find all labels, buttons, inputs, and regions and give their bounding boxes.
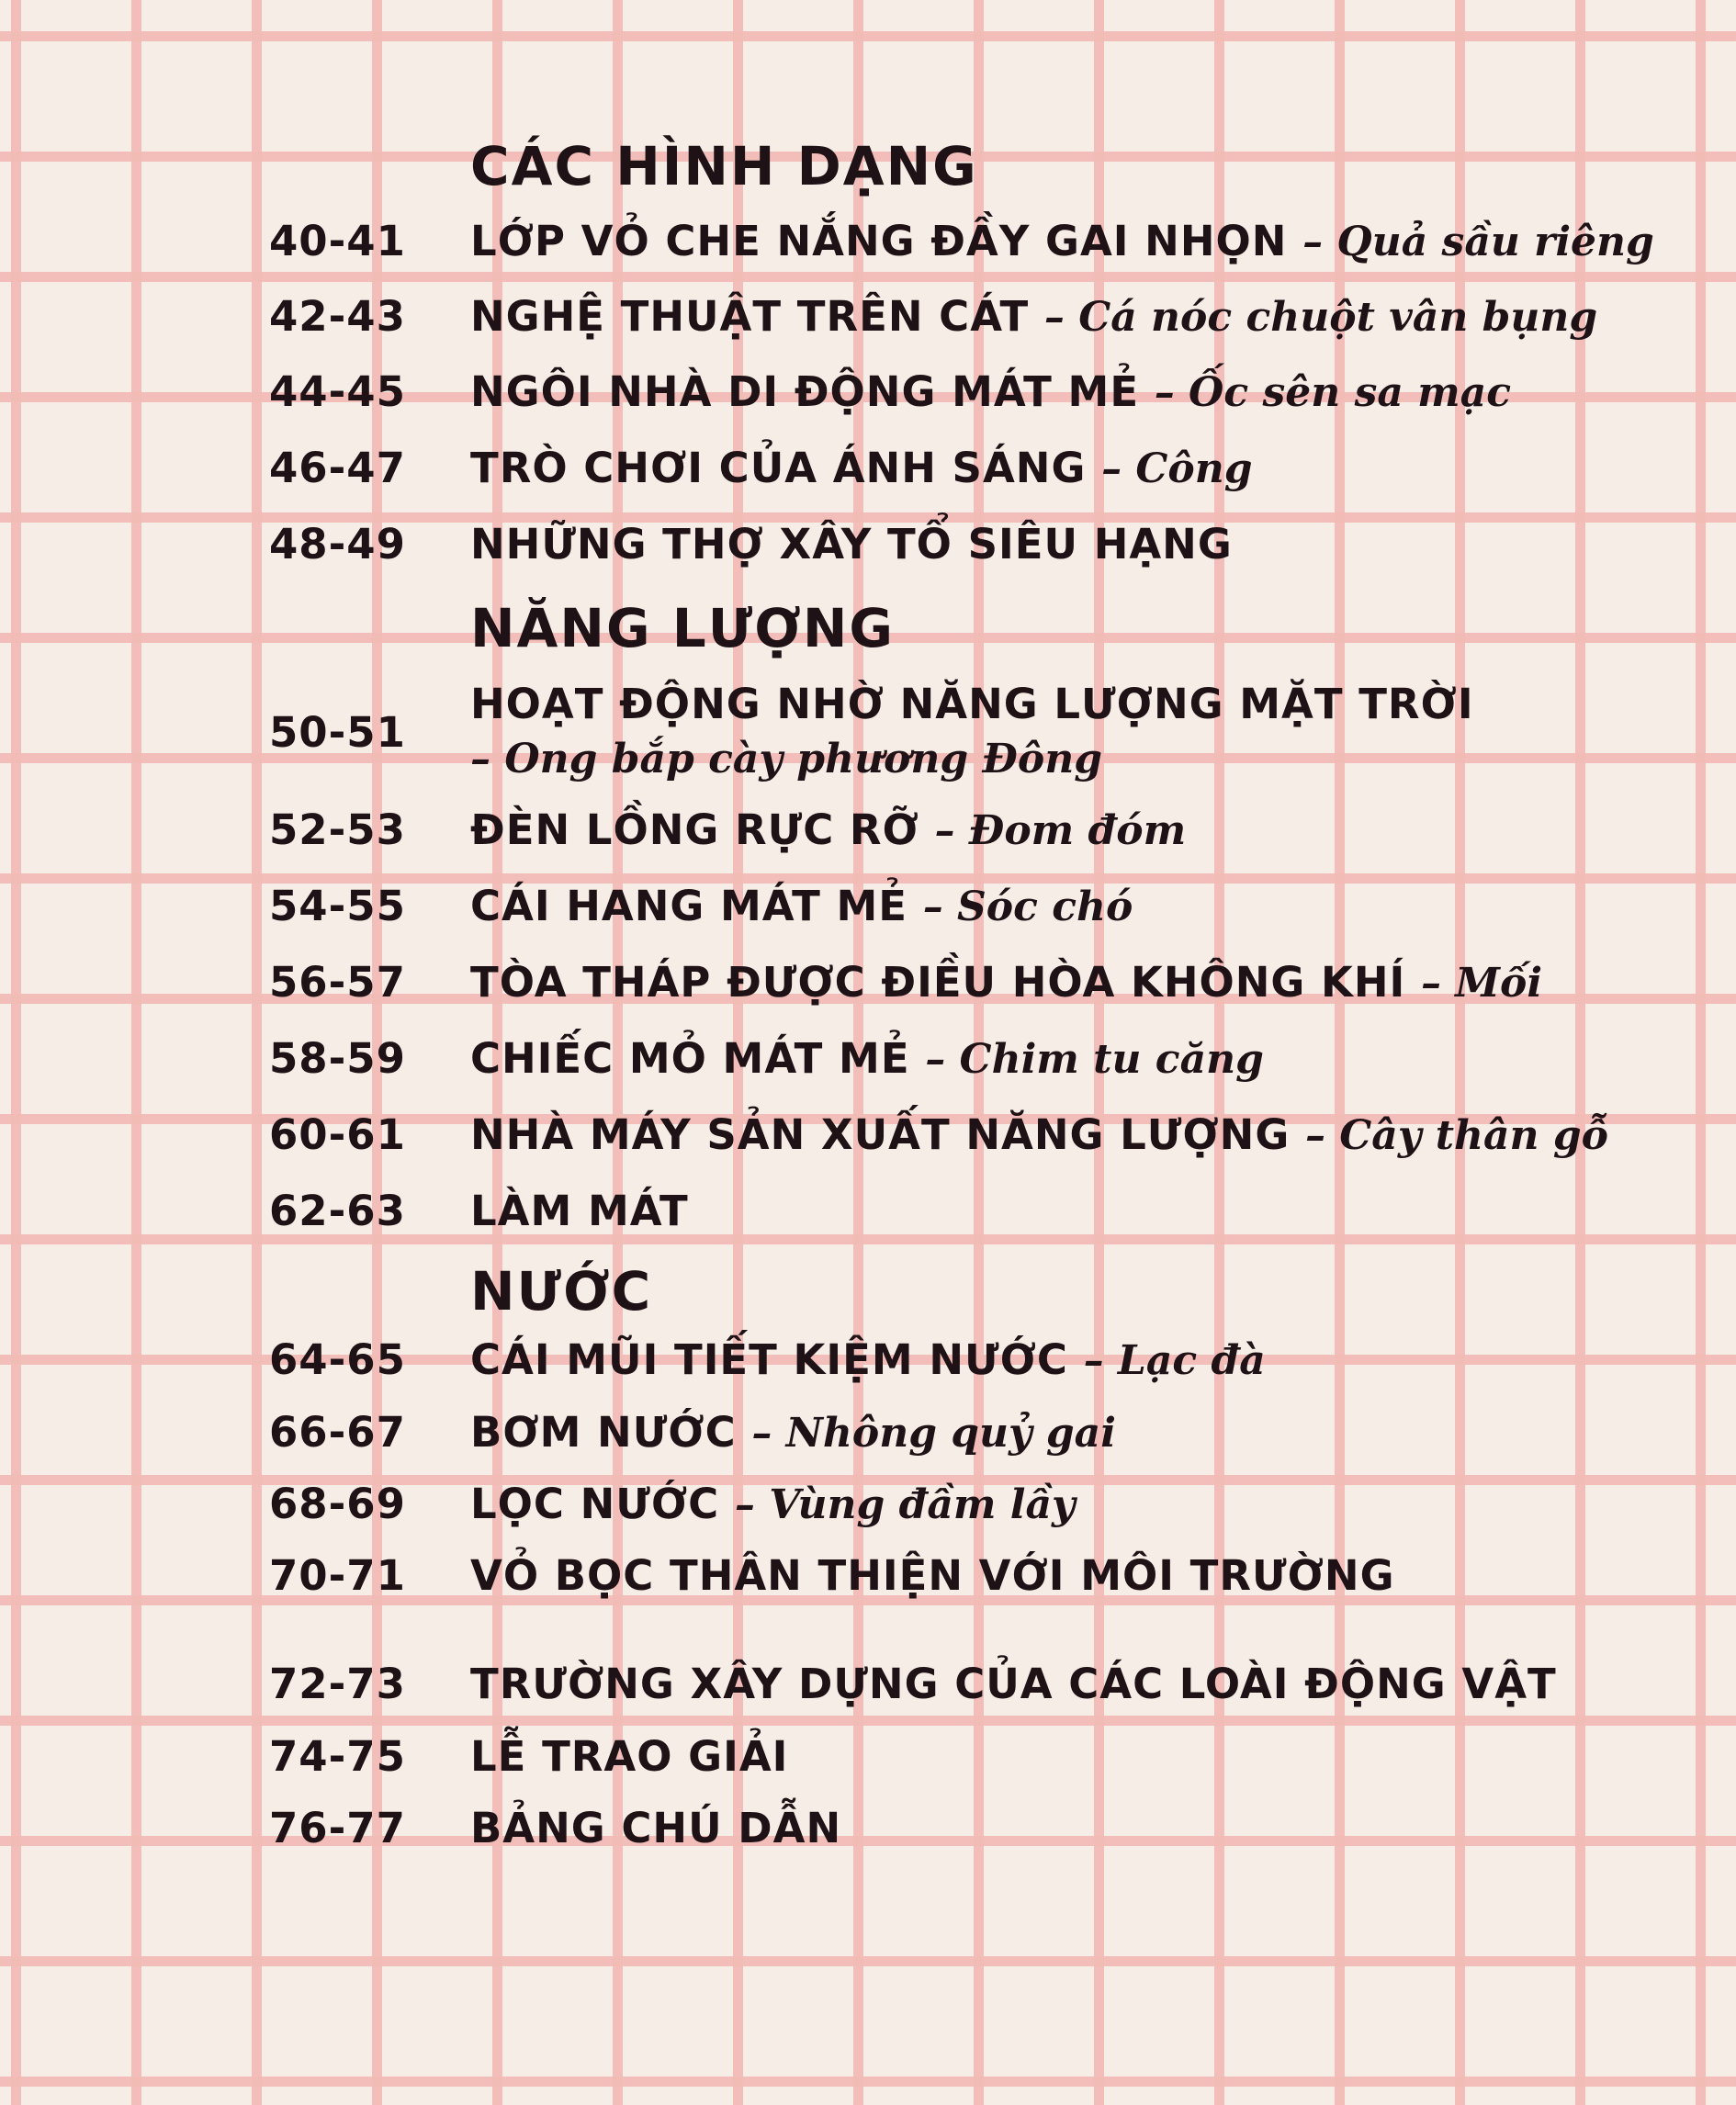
entry-text	[470, 1542, 1395, 1610]
page-range: 46-47	[269, 444, 406, 492]
entry-subtitle: – Cây thân gỗ	[1304, 1112, 1608, 1159]
entry-text	[470, 511, 1233, 579]
entry-title: LỌC NƯỚC	[470, 1480, 720, 1528]
toc-entry	[0, 796, 1736, 864]
entry-title: BẢNG CHÚ DẪN	[470, 1804, 842, 1852]
page-range: 56-57	[269, 958, 406, 1007]
entry-title: HOẠT ĐỘNG NHỜ NĂNG LƯỢNG MẶT TRỜI	[470, 680, 1474, 728]
entry-title: NGHỆ THUẬT TRÊN CÁT	[470, 292, 1030, 341]
page-range: 54-55	[269, 882, 406, 930]
entry-text	[470, 1101, 1608, 1170]
entry-text	[470, 1326, 1266, 1395]
entry-title: NGÔI NHÀ DI ĐỘNG MÁT MẺ	[470, 367, 1140, 416]
toc-entry	[0, 283, 1736, 351]
entry-subtitle: – Sóc chó	[922, 884, 1133, 930]
entry-text	[470, 434, 1253, 503]
toc-entry	[0, 1470, 1736, 1538]
entry-text	[470, 1470, 1076, 1539]
entry-title: CÁI MŨI TIẾT KIỆM NƯỚC	[470, 1335, 1068, 1384]
toc-entry	[0, 1025, 1736, 1093]
page-range: 66-67	[269, 1408, 406, 1457]
section-heading: CÁC HÌNH DẠNG	[470, 135, 978, 197]
section-heading: NƯỚC	[470, 1260, 653, 1323]
page-range: 72-73	[269, 1660, 406, 1708]
entry-text	[470, 1795, 841, 1863]
entry-subtitle: – Nhông quỷ gai	[751, 1410, 1116, 1457]
page-range: 64-65	[269, 1335, 406, 1384]
page-range: 58-59	[269, 1034, 406, 1083]
entry-title: TÒA THÁP ĐƯỢC ĐIỀU HÒA KHÔNG KHÍ	[470, 958, 1406, 1007]
toc-entry	[0, 1326, 1736, 1394]
entry-text	[470, 283, 1597, 352]
entry-text	[470, 949, 1542, 1018]
entry-title: CÁI HANG MÁT MẺ	[470, 882, 908, 930]
section-heading: NĂNG LƯỢNG	[470, 597, 895, 659]
entry-title: ĐÈN LỒNG RỰC RỠ	[470, 805, 919, 854]
toc-entry	[0, 1101, 1736, 1169]
toc-entry	[0, 1723, 1736, 1791]
page-range: 62-63	[269, 1187, 406, 1235]
toc-entry	[0, 208, 1736, 276]
entry-subtitle: – Đom đóm	[934, 807, 1187, 854]
entry-title: VỎ BỌC THÂN THIỆN VỚI MÔI TRƯỜNG	[470, 1551, 1395, 1600]
entry-title: BƠM NƯỚC	[470, 1408, 737, 1457]
entry-title: TRƯỜNG XÂY DỰNG CỦA CÁC LOÀI ĐỘNG VẬT	[470, 1660, 1557, 1708]
entry-text	[470, 796, 1186, 865]
page-range: 52-53	[269, 805, 406, 854]
entry-subtitle: – Mối	[1420, 960, 1543, 1007]
page-range: 42-43	[269, 292, 406, 341]
entry-text	[470, 1025, 1264, 1094]
entry-title: LỚP VỎ CHE NẮNG ĐẦY GAI NHỌN	[470, 217, 1288, 265]
entry-subtitle: – Chim tu căng	[925, 1036, 1264, 1083]
toc-entry	[0, 1177, 1736, 1245]
entry-subtitle: – Ong bắp cày phương Đông	[470, 736, 1102, 782]
entry-text	[470, 1177, 689, 1245]
entry-subtitle: – Vùng đầm lầy	[734, 1481, 1076, 1528]
entry-text	[470, 673, 1474, 787]
page-range: 40-41	[269, 217, 406, 265]
toc-entry	[0, 1795, 1736, 1863]
page-range: 50-51	[269, 708, 406, 757]
entry-text	[470, 1723, 788, 1791]
toc-entry	[0, 872, 1736, 940]
entry-text	[470, 1399, 1116, 1468]
page-range: 70-71	[269, 1551, 406, 1600]
entry-text	[470, 1650, 1557, 1718]
entry-title: LỄ TRAO GIẢI	[470, 1732, 789, 1781]
toc-entry	[0, 511, 1736, 579]
entry-subtitle: – Công	[1101, 445, 1253, 492]
page-range: 76-77	[269, 1804, 406, 1852]
page-range: 68-69	[269, 1480, 406, 1528]
toc-entry	[0, 1542, 1736, 1610]
toc-entry	[0, 949, 1736, 1017]
entry-title: NHỮNG THỢ XÂY TỔ SIÊU HẠNG	[470, 520, 1233, 568]
entry-subtitle: – Ốc sên sa mạc	[1154, 369, 1512, 416]
entry-subtitle: – Quả sầu riêng	[1302, 219, 1654, 265]
toc-entry	[0, 434, 1736, 502]
toc-entry	[0, 1399, 1736, 1467]
entry-title: CHIẾC MỎ MÁT MẺ	[470, 1034, 910, 1083]
entry-text	[470, 208, 1654, 276]
entry-title: TRÒ CHƠI CỦA ÁNH SÁNG	[470, 444, 1087, 492]
entry-title: NHÀ MÁY SẢN XUẤT NĂNG LƯỢNG	[470, 1110, 1291, 1159]
page-range: 44-45	[269, 367, 406, 416]
page-range: 48-49	[269, 520, 406, 568]
entry-text	[470, 872, 1133, 941]
entry-text	[470, 358, 1511, 427]
page-range: 74-75	[269, 1732, 406, 1781]
toc-entry	[0, 358, 1736, 426]
toc-entry	[0, 673, 1736, 793]
entry-subtitle: – Lạc đà	[1083, 1337, 1266, 1384]
entry-title: LÀM MÁT	[470, 1187, 689, 1235]
toc-entry	[0, 1650, 1736, 1718]
page-range: 60-61	[269, 1110, 406, 1159]
entry-subtitle: – Cá nóc chuột vân bụng	[1043, 294, 1598, 341]
